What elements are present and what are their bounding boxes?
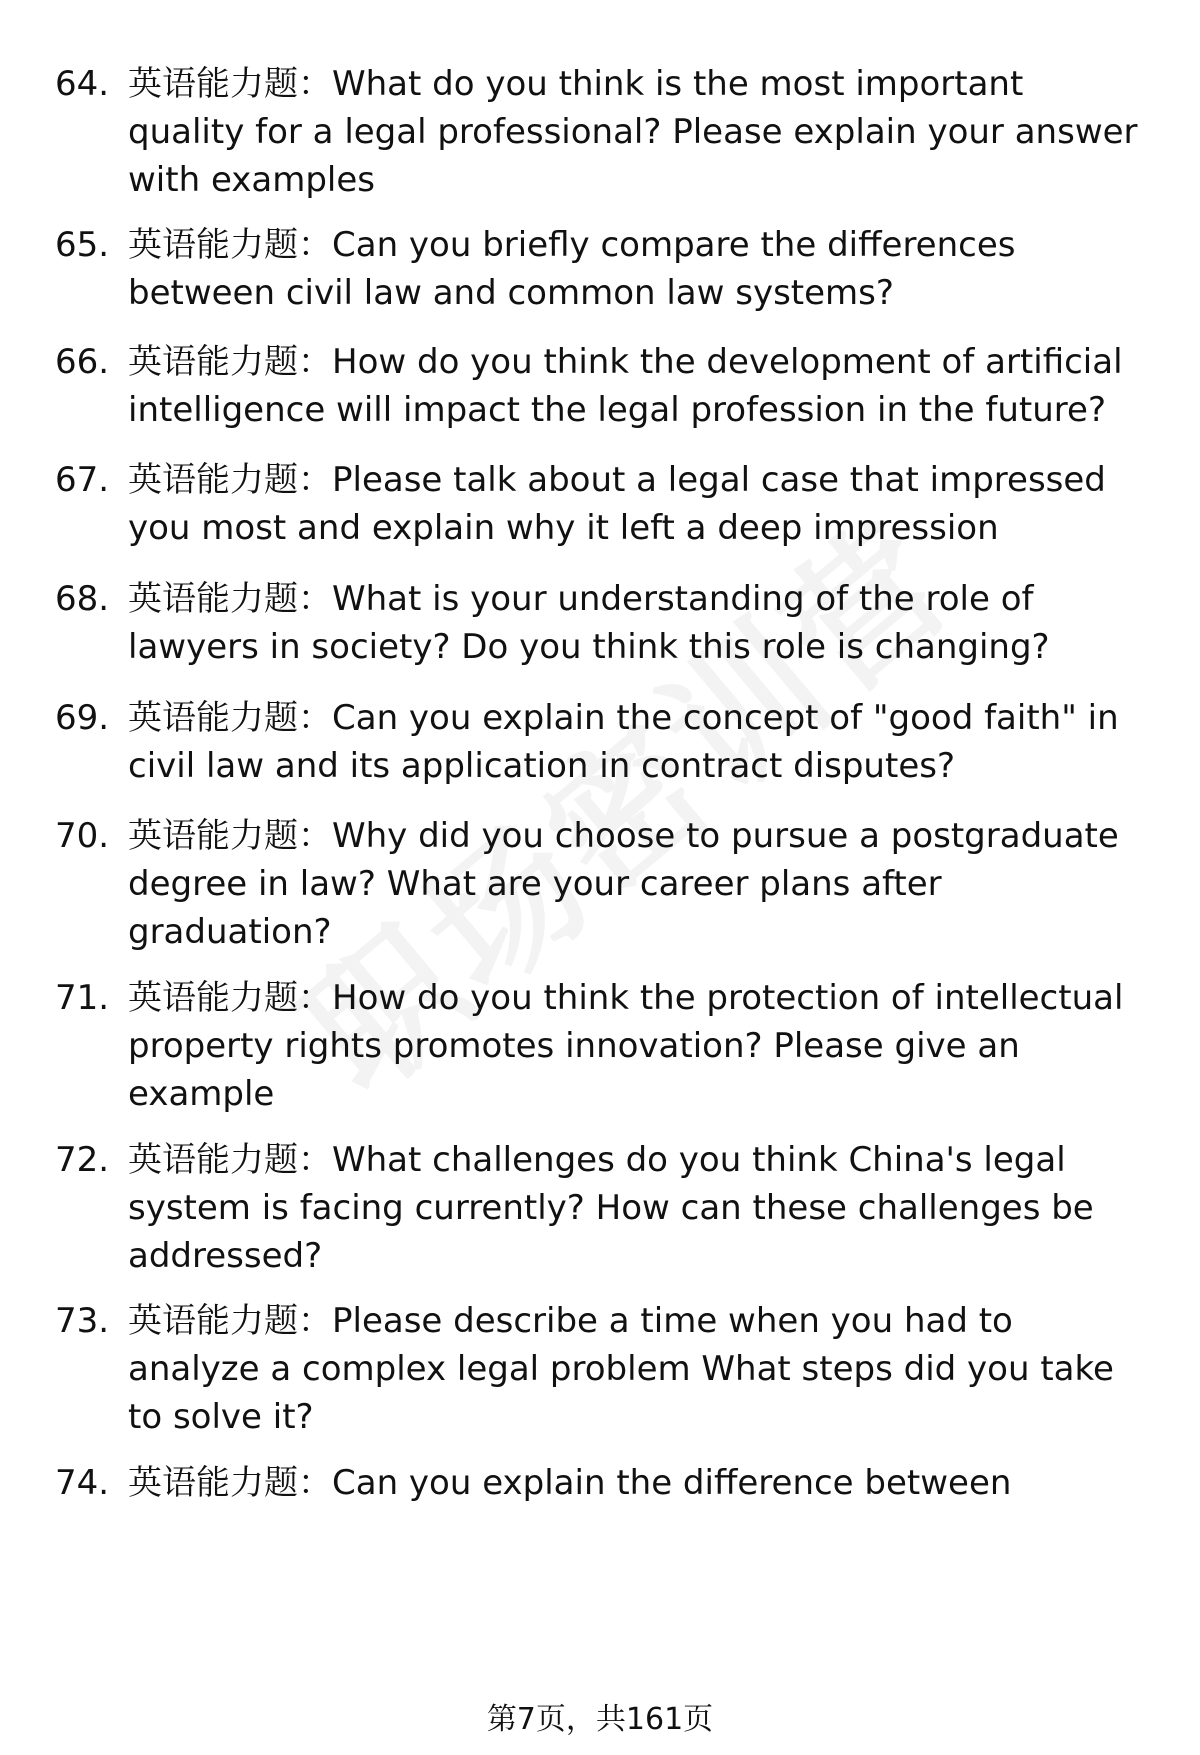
- question-number: 73.: [55, 1301, 110, 1341]
- question-number: 64.: [55, 64, 110, 104]
- question-number: 74.: [55, 1463, 110, 1503]
- question-number: 66.: [55, 342, 110, 382]
- question-text: 英语能力题：Can you explain the concept of "good faith" in civil law and its application in contract disputes?: [128, 698, 1119, 786]
- question-number: 68.: [55, 579, 110, 619]
- question-text: 英语能力题：How do you think the protection of intellectual property rights promotes innovation? Please give an example: [128, 978, 1124, 1114]
- question-text: 英语能力题：What challenges do you think China's legal system is facing currently? How can these challenges be addressed?: [128, 1140, 1094, 1276]
- question-text: 英语能力题：What is your understanding of the role of lawyers in society? Do you think this role is changing?: [128, 579, 1050, 667]
- question-text: 英语能力题：How do you think the development of artificial intelligence will impact the legal profession in the future?: [128, 342, 1123, 430]
- question-text: 英语能力题：Please talk about a legal case that impressed you most and explain why it left a deep impression: [128, 460, 1106, 548]
- question-text: 英语能力题：Can you briefly compare the differences between civil law and common law systems?: [128, 225, 1016, 313]
- question-text: 英语能力题：Why did you choose to pursue a postgraduate degree in law? What are your career plans after graduation?: [128, 816, 1119, 952]
- question-text: 英语能力题：What do you think is the most important quality for a legal professional? Please explain your answer with examples: [128, 64, 1138, 200]
- question-number: 71.: [55, 978, 110, 1018]
- question-number: 65.: [55, 225, 110, 265]
- page-number-footer: 第7页，共161页: [486, 1702, 714, 1737]
- question-number: 67.: [55, 460, 110, 500]
- question-text: 英语能力题：Please describe a time when you had to analyze a complex legal problem What steps did you take to solve it?: [128, 1301, 1114, 1437]
- question-number: 70.: [55, 816, 110, 856]
- question-number: 72.: [55, 1140, 110, 1180]
- question-number: 69.: [55, 698, 110, 738]
- question-text: 英语能力题：Can you explain the difference between: [128, 1463, 1012, 1503]
